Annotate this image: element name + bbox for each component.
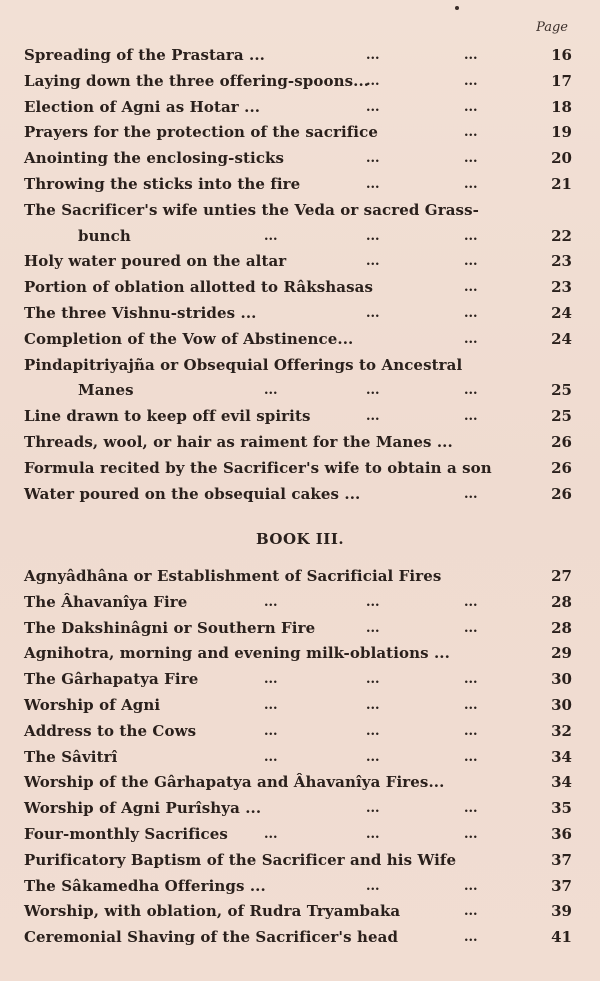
toc-entry-title: Water poured on the obsequial cakes ...	[24, 484, 361, 503]
leader-dots: ...	[464, 594, 478, 610]
toc-entry-title: Ceremonial Shaving of the Sacrificer's head	[24, 928, 399, 947]
toc-entry	[24, 593, 576, 619]
leader-dots: ...	[366, 594, 380, 610]
toc-entry	[24, 748, 576, 774]
toc-entry-page-number: 28	[551, 592, 572, 611]
leader-dots: ...	[464, 486, 478, 502]
toc-entry-page-number: 34	[551, 747, 572, 766]
leader-dots: ...	[264, 228, 278, 244]
toc-entry-page-number: 32	[551, 721, 572, 740]
toc-entry-title: The Sâvitrî	[24, 747, 118, 766]
toc-entry-page-number: 17	[551, 71, 572, 90]
toc-entry-title: The Sacrificer's wife unties the Veda or sacred Grass-	[24, 200, 479, 219]
toc-entry-title: Worship of Agni Purîshya ...	[24, 799, 262, 818]
leader-dots: ...	[464, 306, 478, 321]
toc-entry	[24, 644, 576, 670]
toc-entry-page-number: 26	[551, 484, 572, 503]
leader-dots: ...	[264, 698, 278, 713]
toc-entry	[24, 252, 576, 278]
leader-dots: ...	[264, 749, 278, 765]
toc-entry	[24, 278, 576, 304]
leader-dots: ...	[464, 620, 478, 636]
toc-entry	[24, 175, 576, 201]
leader-dots: ...	[366, 177, 380, 192]
leader-dots: ...	[464, 151, 478, 167]
toc-entry-page-number: 30	[551, 696, 572, 714]
toc-entry	[24, 619, 576, 645]
leader-dots: ...	[264, 723, 278, 739]
toc-entry	[24, 123, 576, 149]
leader-dots: ...	[464, 99, 478, 115]
toc-entry	[24, 773, 576, 799]
toc-entry-title: Worship, with oblation, of Rudra Tryambaka	[24, 902, 401, 921]
toc-entry-page-number: 27	[551, 567, 572, 585]
toc-entry-title: Agnyâdhâna or Establishment of Sacrificial Fires	[24, 567, 442, 585]
toc-entry-page-number: 34	[551, 773, 572, 792]
toc-entry	[24, 407, 576, 433]
toc-entry	[24, 72, 576, 98]
leader-dots: ...	[264, 594, 278, 610]
leader-dots: ...	[366, 698, 380, 713]
toc-entry-page-number: 22	[551, 226, 572, 245]
leader-dots: ...	[366, 228, 380, 244]
toc-entry-title: The Gârhapatya Fire	[24, 670, 199, 689]
leader-dots: ...	[464, 125, 478, 141]
toc-entry	[24, 227, 576, 253]
leader-dots: ...	[264, 672, 278, 688]
leader-dots: ...	[366, 409, 380, 425]
leader-dots: ...	[366, 878, 380, 894]
toc-entry-title: Spreading of the Prastara ...	[24, 46, 265, 64]
toc-entry	[24, 851, 576, 877]
toc-entry-page-number: 23	[551, 278, 572, 297]
toc-entry-page-number: 20	[551, 149, 572, 168]
toc-entry	[24, 356, 576, 382]
leader-dots: ...	[366, 620, 380, 636]
leader-dots: ...	[464, 904, 478, 920]
leader-dots: ...	[366, 749, 380, 765]
leader-dots: ...	[464, 409, 478, 425]
toc-entry-title: Four-monthly Sacrifices	[24, 825, 228, 843]
toc-entry-title: The Âhavanîya Fire	[24, 592, 188, 611]
toc-entry-page-number: 16	[551, 46, 572, 64]
leader-dots: ...	[464, 878, 478, 894]
toc-entry-page-number: 26	[551, 433, 572, 451]
leader-dots: ...	[264, 827, 278, 842]
toc-entry-title: Holy water poured on the altar	[24, 252, 287, 271]
leader-dots: ...	[464, 801, 478, 817]
toc-entry-page-number: 37	[551, 850, 572, 869]
toc-entry-title: Pindapitriyajña or Obsequial Offerings to Ancestral	[24, 355, 463, 374]
toc-entry	[24, 825, 576, 851]
leader-dots: ...	[464, 698, 478, 713]
leader-dots: ...	[464, 749, 478, 765]
toc-entry-page-number: 26	[551, 458, 572, 477]
toc-entry-page-number: 18	[551, 97, 572, 116]
leader-dots: ...	[464, 723, 478, 739]
toc-entry-page-number: 30	[551, 670, 572, 689]
toc-entry	[24, 567, 576, 593]
toc-entry	[24, 433, 576, 459]
toc-entry-title: Manes	[78, 381, 134, 400]
leader-dots: ...	[366, 672, 380, 688]
book-heading: BOOK III.	[255, 530, 345, 548]
toc-entry-page-number: 19	[551, 123, 572, 142]
toc-entry	[24, 902, 576, 928]
leader-dots: ...	[366, 99, 380, 115]
toc-entry-title: Laying down the three offering-spoons...	[24, 71, 370, 90]
leader-dots: ...	[366, 48, 380, 63]
toc-entry	[24, 670, 576, 696]
toc-entry-title: Formula recited by the Sacrificer's wife to obtain a son	[24, 458, 492, 477]
leader-dots: ...	[464, 672, 478, 688]
leader-dots: ...	[366, 306, 380, 321]
toc-entry-page-number: 28	[551, 618, 572, 637]
leader-dots: ...	[464, 254, 478, 270]
toc-entry-title: Worship of Agni	[24, 696, 161, 714]
toc-entry	[24, 928, 576, 954]
leader-dots: ...	[464, 331, 478, 347]
toc-entry-title: Election of Agni as Hotar ...	[24, 97, 261, 116]
toc-entry-title: Address to the Cows	[24, 721, 197, 740]
leader-dots: ...	[464, 48, 478, 63]
toc-entry-title: Worship of the Gârhapatya and Âhavanîya Fires...	[24, 773, 445, 792]
toc-entry	[24, 98, 576, 124]
toc-entry-title: bunch	[78, 226, 131, 245]
toc-entry	[24, 304, 576, 330]
page-column-label: Page	[536, 20, 568, 35]
toc-entry-page-number: 35	[551, 799, 572, 818]
toc-entry	[24, 381, 576, 407]
toc-entry	[24, 877, 576, 903]
leader-dots: ...	[366, 254, 380, 270]
toc-entry-page-number: 36	[551, 825, 572, 843]
toc-entry-title: Purificatory Baptism of the Sacrificer and his Wife	[24, 850, 457, 869]
leader-dots: ...	[366, 383, 380, 399]
toc-entry-page-number: 25	[551, 407, 572, 426]
toc-entry-page-number: 41	[551, 928, 572, 947]
toc-entry	[24, 46, 576, 72]
toc-entry-page-number: 25	[551, 381, 572, 400]
toc-entry-page-number: 21	[551, 175, 572, 193]
leader-dots: ...	[366, 151, 380, 167]
toc-entry-page-number: 29	[551, 644, 572, 663]
leader-dots: ...	[464, 73, 478, 89]
toc-entry	[24, 696, 576, 722]
toc-entry-title: The Dakshinâgni or Southern Fire	[24, 618, 316, 637]
leader-dots: ...	[464, 383, 478, 399]
toc-entry	[24, 149, 576, 175]
toc-entry-title: Throwing the sticks into the fire	[24, 175, 301, 193]
toc-entry	[24, 799, 576, 825]
toc-entry	[24, 201, 576, 227]
toc-entry-title: Portion of oblation allotted to Râkshasas	[24, 278, 373, 297]
toc-entry-title: The Sâkamedha Offerings ...	[24, 876, 266, 895]
toc-entry	[24, 722, 576, 748]
toc-entry-page-number: 24	[551, 304, 572, 322]
toc-entry-title: Prayers for the protection of the sacrifice	[24, 123, 378, 142]
leader-dots: ...	[464, 228, 478, 244]
toc-entry-page-number: 24	[551, 329, 572, 348]
leader-dots: ...	[366, 801, 380, 817]
toc-entry-title: Agnihotra, morning and evening milk-oblations ...	[24, 644, 450, 663]
leader-dots: ...	[464, 827, 478, 842]
toc-entry	[24, 330, 576, 356]
toc-entry-title: Anointing the enclosing-sticks	[24, 149, 285, 168]
toc-entry-title: Line drawn to keep off evil spirits	[24, 407, 311, 426]
leader-dots: ...	[366, 73, 380, 89]
toc-entry-page-number: 23	[551, 252, 572, 271]
leader-dots: ...	[464, 280, 478, 296]
toc-entry-title: Threads, wool, or hair as raiment for the Manes ...	[24, 433, 453, 451]
leader-dots: ...	[366, 827, 380, 842]
ink-speck	[455, 6, 459, 10]
toc-entry-title: The three Vishnu-strides ...	[24, 304, 257, 322]
toc-entry-page-number: 37	[551, 876, 572, 895]
toc-entry-page-number: 39	[551, 902, 572, 921]
leader-dots: ...	[464, 177, 478, 192]
leader-dots: ...	[366, 723, 380, 739]
toc-entry	[24, 485, 576, 511]
leader-dots: ...	[464, 930, 478, 946]
toc-entry	[24, 459, 576, 485]
toc-entry-title: Completion of the Vow of Abstinence...	[24, 329, 354, 348]
leader-dots: ...	[264, 383, 278, 399]
